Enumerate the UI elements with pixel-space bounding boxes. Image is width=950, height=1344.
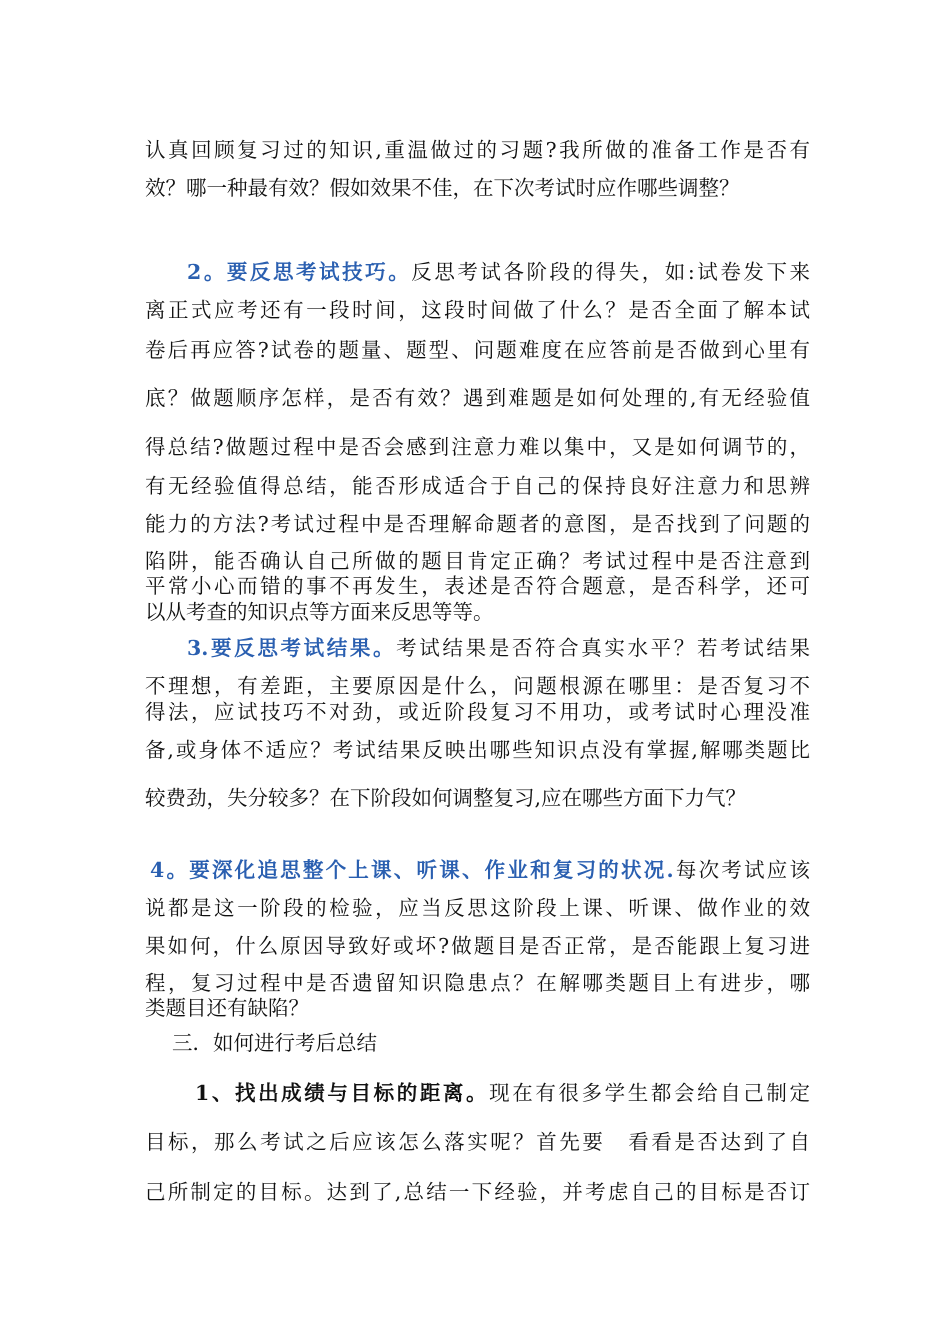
section-heading-inline: 4。要深化追思整个上课、听课、作业和复习的状况. (150, 858, 674, 882)
paragraph-line: 以从考查的知识点等方面来反思等等。 (145, 600, 494, 624)
paragraph-line: 程，复习过程中是否遗留知识隐患点？在解哪类题目上有进步，哪 (145, 971, 810, 995)
paragraph-line: 能力的方法?考试过程中是否理解命题者的意图，是否找到了问题的 (145, 512, 810, 536)
paragraph-line: 果如何，什么原因导致好或坏?做题目是否正常，是否能跟上复习进 (145, 934, 810, 958)
paragraph-line: 陷阱，能否确认自己所做的题目肯定正确？考试过程中是否注意到 (145, 549, 810, 573)
paragraph-line: 得总结?做题过程中是否会感到注意力难以集中，又是如何调节的， (145, 435, 810, 459)
paragraph-line: 不理想，有差距，主要原因是什么，问题根源在哪里：是否复习不 (145, 674, 810, 698)
paragraph-line: 有无经验值得总结，能否形成适合于自己的保持良好注意力和思辨 (145, 474, 810, 498)
paragraph-line: 平常小心而错的事不再发生，表述是否符合题意，是否科学，还可 (145, 574, 810, 598)
paragraph-line: 效？哪一种最有效？假如效果不佳，在下次考试时应作哪些调整？ (145, 176, 740, 200)
paragraph-line (187, 634, 810, 662)
section-heading-inline: 2。要反思考试技巧。 (187, 260, 412, 284)
paragraph-line: 目标，那么考试之后应该怎么落实呢？首先要 看看是否达到了自 (145, 1130, 810, 1154)
paragraph-line: 备,或身体不适应？考试结果反映出哪些知识点没有掌握,解哪类题比 (145, 738, 810, 762)
paragraph-text: 考试结果是否符合真实水平？若考试结果 (396, 636, 811, 660)
paragraph-line: 说都是这一阶段的检验，应当反思这阶段上课、听课、做作业的效 (145, 896, 810, 920)
paragraph-text: 现在有很多学生都会给自己制定 (489, 1081, 811, 1105)
paragraph-line: 底？做题顺序怎样，是否有效？遇到难题是如何处理的,有无经验值 (145, 386, 810, 410)
paragraph-line: 己所制定的目标。达到了,总结一下经验，并考虑自己的目标是否订 (145, 1180, 810, 1204)
paragraph-text: 每次考试应该 (673, 858, 811, 882)
paragraph-line: 认真回顾复习过的知识,重温做过的习题?我所做的准备工作是否有 (145, 138, 810, 162)
paragraph-line (187, 258, 810, 286)
paragraph-line: 较费劲，失分较多？在下阶段如何调整复习,应在哪些方面下力气？ (145, 786, 747, 810)
paragraph-line: 得法，应试技巧不对劲，或近阶段复习不用功，或考试时心理没准 (145, 700, 810, 724)
paragraph-line: 类题目还有缺陷？ (145, 996, 309, 1020)
section-heading: 三．如何进行考后总结 (172, 1031, 377, 1055)
paragraph-line (195, 1079, 810, 1107)
paragraph-line (150, 856, 810, 884)
paragraph-line: 卷后再应答?试卷的题量、题型、问题难度在应答前是否做到心里有 (145, 338, 810, 362)
section-heading-inline: 3.要反思考试结果。 (187, 636, 397, 660)
paragraph-text: 反思考试各阶段的得失，如:试卷发下来 (411, 260, 811, 284)
subsection-heading-inline: 1、找出成绩与目标的距离。 (195, 1081, 490, 1105)
paragraph-line: 离正式应考还有一段时间，这段时间做了什么？是否全面了解本试 (145, 298, 810, 322)
